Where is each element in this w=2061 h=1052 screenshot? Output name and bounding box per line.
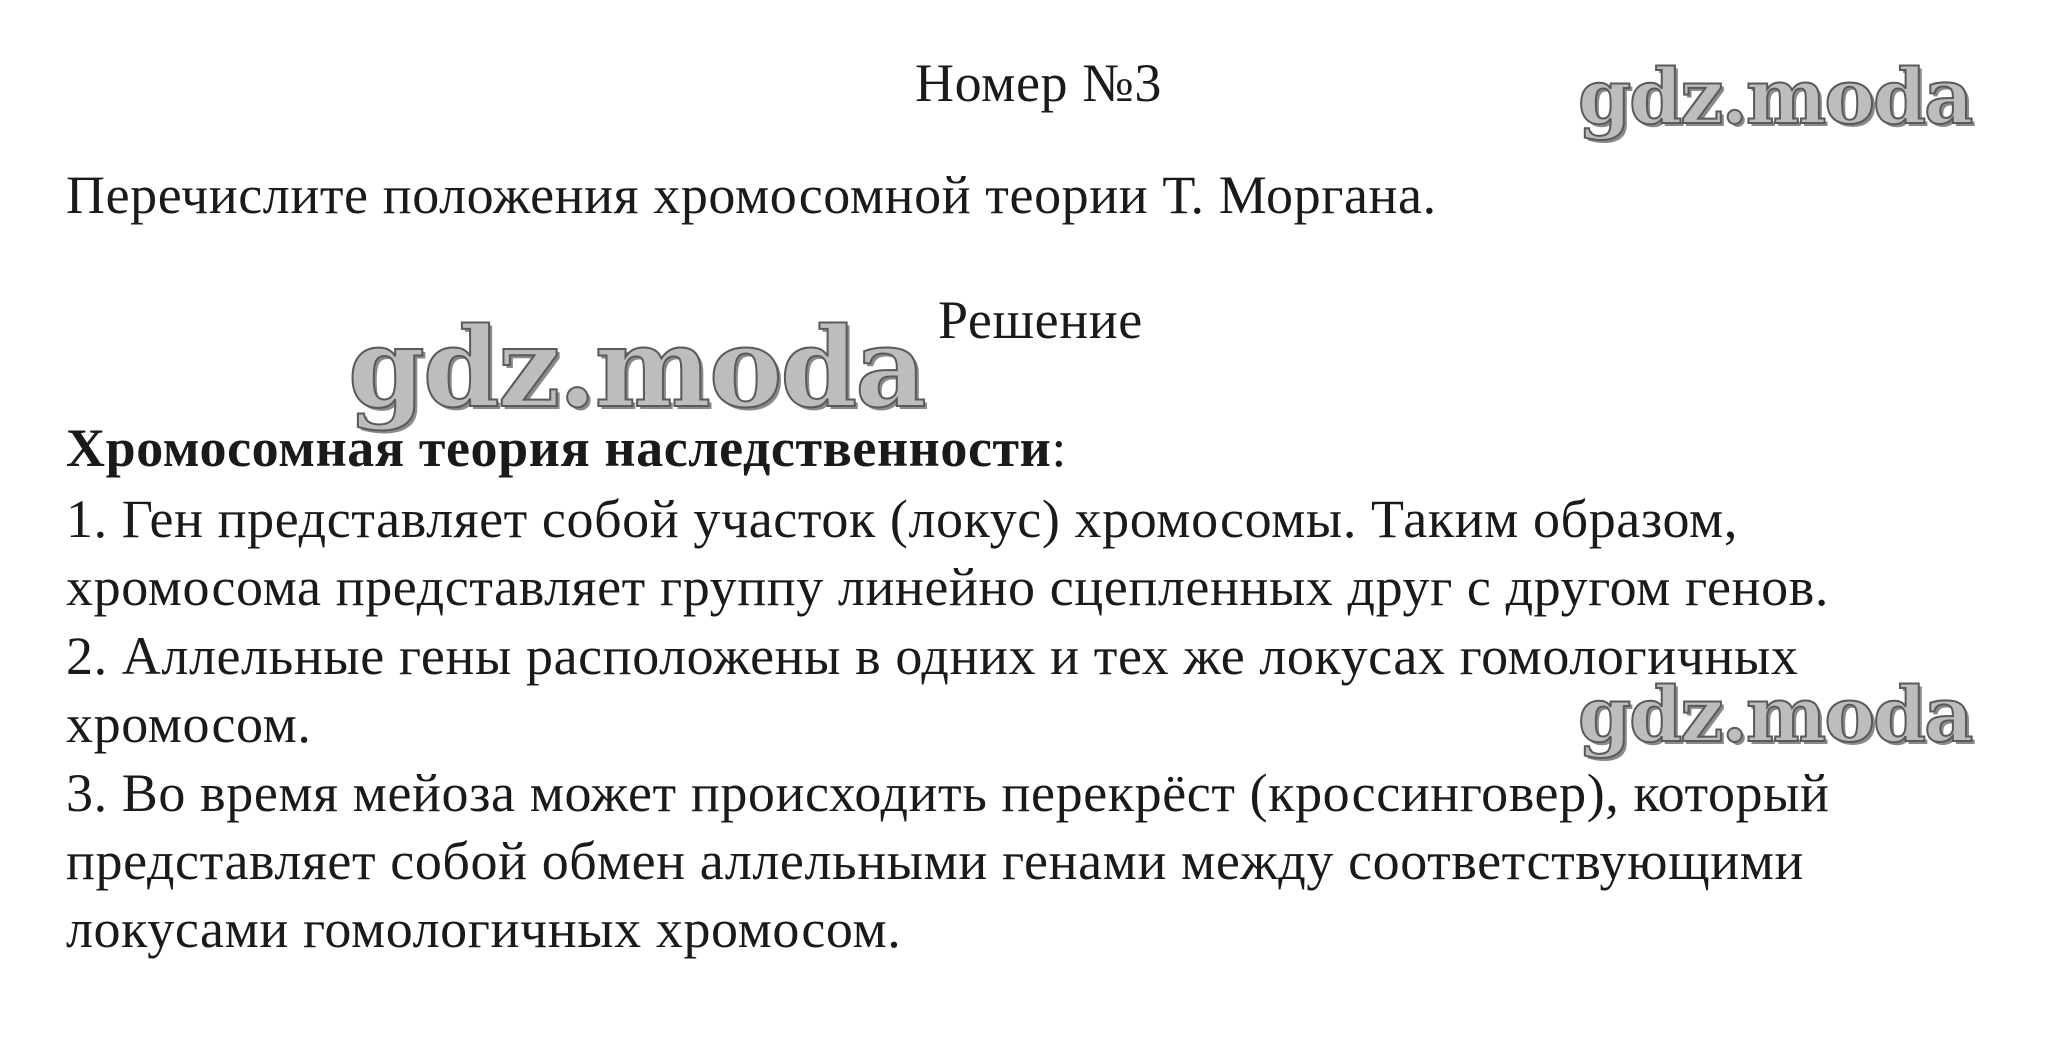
answer-line: 2. Аллельные гены расположены в одних и тех же локусах гомологичных <box>66 626 1799 686</box>
answer-heading <box>66 413 1067 483</box>
watermark-logo: gdz.moda <box>1578 52 1972 141</box>
answer-line: локусами гомологичных хромосом. <box>66 899 902 959</box>
answer-line: представляет собой обмен аллельными генами между соответствующими <box>66 831 1805 891</box>
answer-line: 3. Во время мейоза может происходить перекрёст (кроссинговер), который <box>66 763 1830 823</box>
page-title: Номер №3 <box>915 53 1162 113</box>
watermark-logo: gdz.moda <box>348 303 925 432</box>
answer-line: 1. Ген представляет собой участок (локус) хромосомы. Таким образом, <box>66 489 1738 549</box>
watermark-logo: gdz.moda <box>1578 670 1972 759</box>
answer-line: хромосом. <box>66 694 312 754</box>
question-text: Перечислите положения хромосомной теории Т. Моргана. <box>66 165 1437 225</box>
answer-line: хромосома представляет группу линейно сцепленных друг с другом генов. <box>66 557 1829 617</box>
answer-heading-suffix: : <box>1051 418 1067 478</box>
solution-label: Решение <box>938 290 1143 350</box>
answer-heading-bold: Хромосомная теория наследственности <box>66 418 1052 478</box>
